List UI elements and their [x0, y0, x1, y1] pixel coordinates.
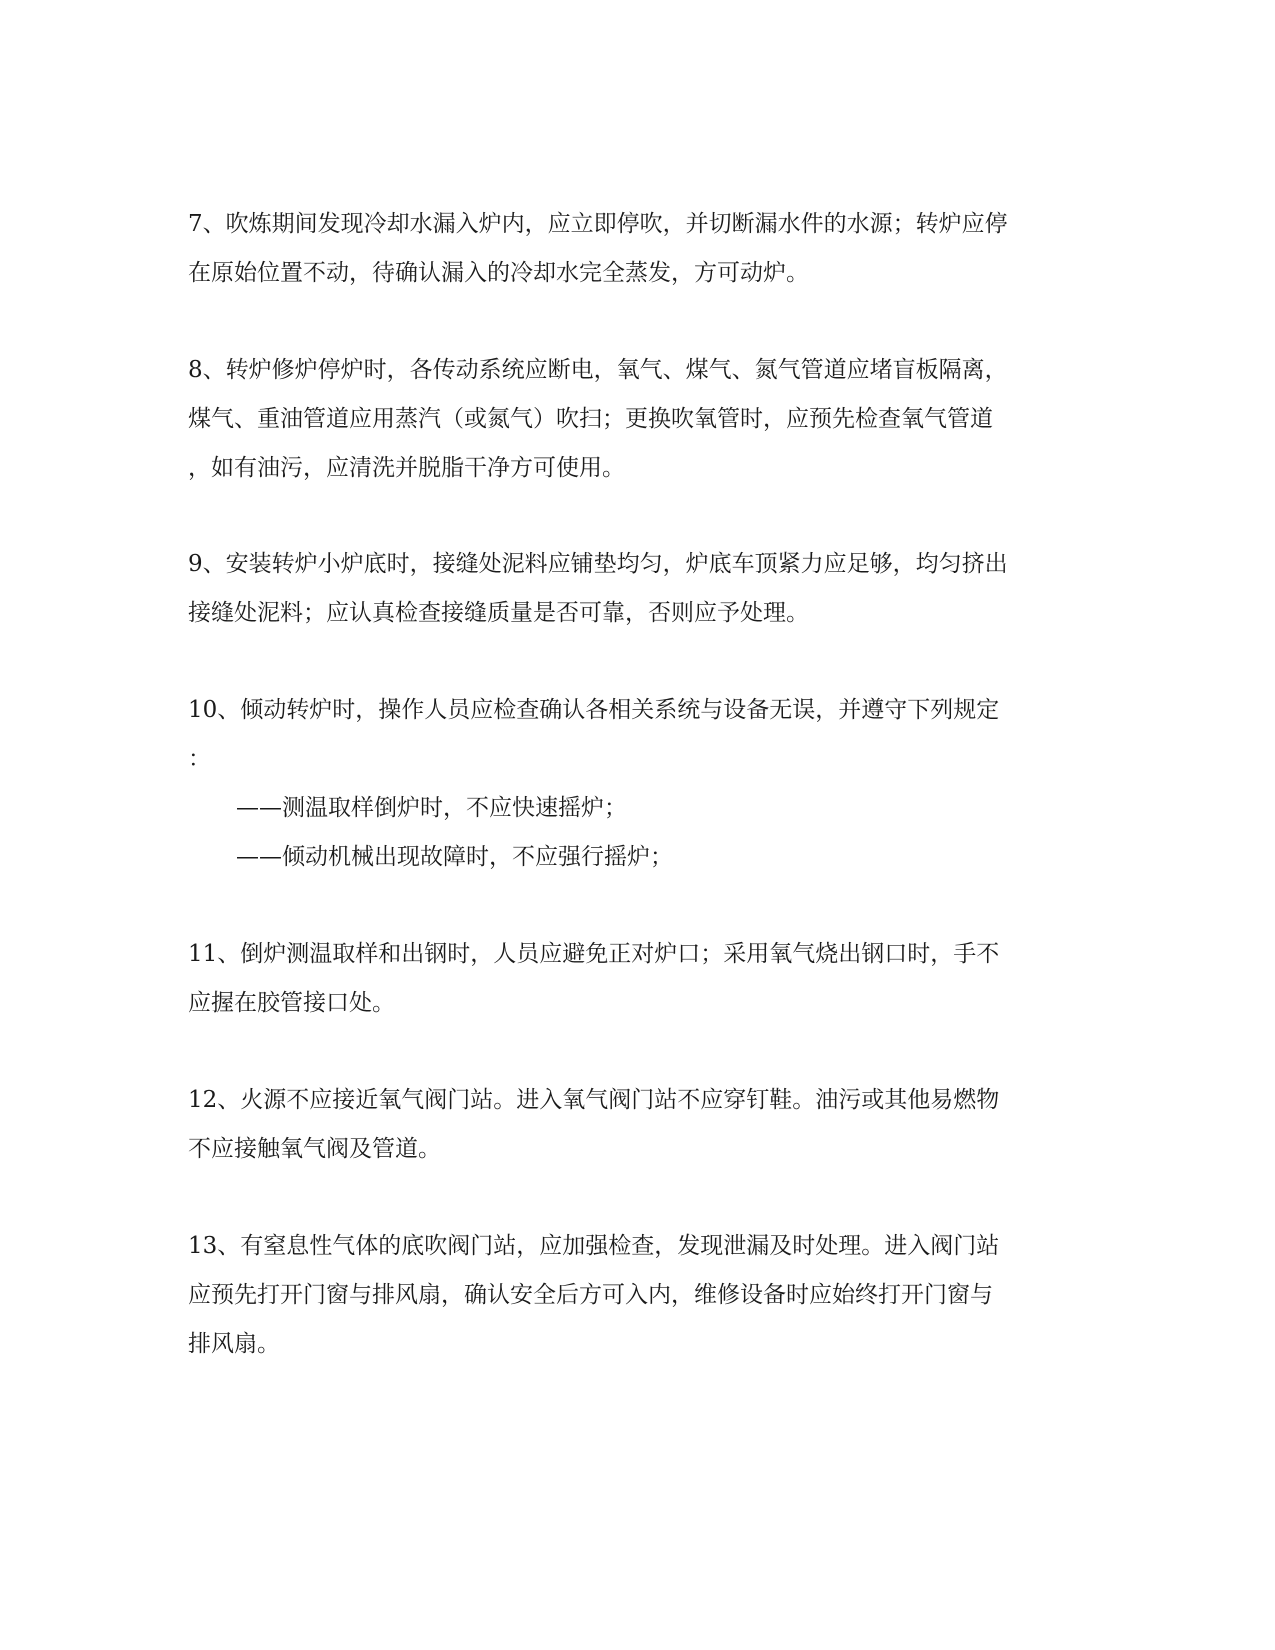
clause-11-line-2: 应握在胶管接口处。	[188, 990, 395, 1016]
clause-13-line-3: 排风扇。	[188, 1331, 280, 1357]
clause-10-line-2: ：	[188, 746, 211, 772]
clause-11	[188, 930, 1088, 1028]
clause-10-sub-item-2: ——倾动机械出现故障时，不应强行摇炉；	[236, 844, 673, 870]
clause-8-line-1: 8、转炉修炉停炉时，各传动系统应断电，氧气、煤气、氮气管道应堵盲板隔离，	[188, 357, 1008, 383]
clause-12-line-1: 12、火源不应接近氧气阀门站。进入氧气阀门站不应穿钉鞋。油污或其他易燃物	[188, 1087, 1000, 1113]
clause-7-line-1: 7、吹炼期间发现冷却水漏入炉内，应立即停吹，并切断漏水件的水源；转炉应停	[188, 211, 1008, 237]
clause-8-line-2: 煤气、重油管道应用蒸汽（或氮气）吹扫；更换吹氧管时，应预先检查氧气管道	[188, 406, 993, 432]
clause-10-sub-item-1: ——测温取样倒炉时，不应快速摇炉；	[236, 795, 627, 821]
clause-10-line-1: 10、倾动转炉时，操作人员应检查确认各相关系统与设备无误，并遵守下列规定	[188, 697, 1000, 723]
clause-7	[188, 200, 1088, 298]
clause-11-line-1: 11、倒炉测温取样和出钢时，人员应避免正对炉口；采用氧气烧出钢口时，手不	[188, 941, 1000, 967]
clause-8	[188, 346, 1088, 493]
clause-7-line-2: 在原始位置不动，待确认漏入的冷却水完全蒸发，方可动炉。	[188, 260, 809, 286]
clause-13-line-2: 应预先打开门窗与排风扇，确认安全后方可入内，维修设备时应始终打开门窗与	[188, 1282, 993, 1308]
clause-12	[188, 1076, 1088, 1174]
clause-13	[188, 1222, 1088, 1369]
clause-13-line-1: 13、有窒息性气体的底吹阀门站，应加强检查，发现泄漏及时处理。进入阀门站	[188, 1233, 1000, 1259]
clause-9-line-1: 9、安装转炉小炉底时，接缝处泥料应铺垫均匀，炉底车顶紧力应足够，均匀挤出	[188, 551, 1008, 577]
clause-10	[188, 686, 1088, 784]
clause-9	[188, 540, 1088, 638]
clause-12-line-2: 不应接触氧气阀及管道。	[188, 1136, 441, 1162]
clause-9-line-2: 接缝处泥料；应认真检查接缝质量是否可靠，否则应予处理。	[188, 600, 809, 626]
clause-8-line-3: ，如有油污，应清洗并脱脂干净方可使用。	[188, 455, 625, 481]
